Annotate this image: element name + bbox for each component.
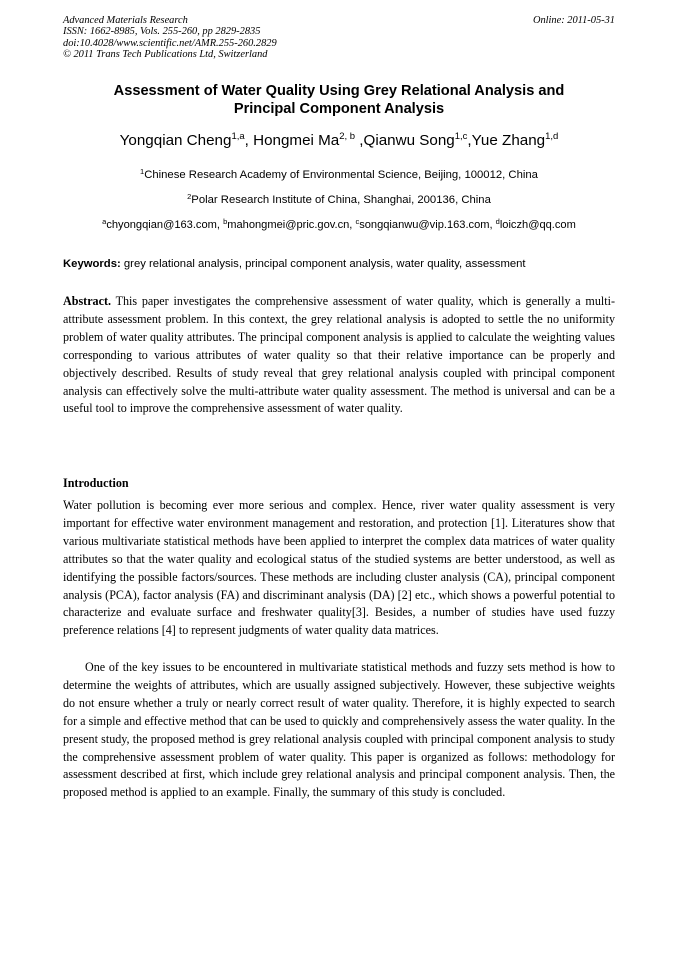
author-name: Yongqian Cheng [119,132,232,149]
online-date: Online: 2011-05-31 [532,15,615,26]
issn-line: ISSN: 1662-8985, Vols. 255-260, pp 2829-2835 [63,26,261,38]
affiliation-text: Chinese Research Academy of Environmental Science, Beijing, 100012, China [144,169,538,181]
author-emails [63,218,615,232]
title-line-1: Assessment of Water Quality Using Grey Relational Analysis and [113,83,565,99]
email-superscript: b [223,217,228,226]
author-name: Qianwu Song [363,132,455,149]
email-superscript: a [102,217,107,226]
affiliation-superscript: 2 [187,192,192,201]
author-name: Hongmei Ma [253,132,340,149]
introduction-paragraph-2: One of the key issues to be encountered in multivariate statistical methods and fuzzy sets method is how to determine the weights of attributes, which are usually assigned subjectively. However, these subjective weights do not ensure whether a truly or nearly correct result of water quality. Therefore, it is highly expected to search for a simple and effective method that can be used to quickly and comprehensively assess the water quality. In the present study, the proposed method is grey relational analysis coupled with principal component analysis to study the comprehensive assessment problem of water quality. This paper is organized as follows: methodology for assessment described at first, which include grey relational analysis and principal component analysis. Then, the proposed method is applied to an example. Finally, the summary of this study is concluded. [63,660,615,800]
author-separator: , [244,132,254,149]
author-separator: , [355,132,364,149]
abstract-text: This paper investigates the comprehensive assessment of water quality, which is generally a multi-attribute assessment problem. In this context, the grey relational analysis is adopted to settle the no uniformity problem of water quality attributes. The principal component analysis is applied to calculate the weighting values corresponding to various attributes of water quality so that their relative importance can be properly and objectively described. Results of study reveal that grey relational analysis coupled with principal component analysis can effectively solve the multi-attribute water quality assessment. The method is universal and can be a useful tool to improve the comprehensive assessment of water quality. [63,294,615,416]
title-line-2: Principal Component Analysis [233,101,445,117]
email-address: chyongqian@163.com, [106,219,224,231]
author-superscript: 2, b [339,131,356,142]
abstract-label: Abstract. [63,294,112,308]
journal-header [63,15,615,60]
copyright-line: © 2011 Trans Tech Publications Ltd, Switzerland [63,48,268,60]
affiliation-2 [63,193,615,207]
journal-name: Advanced Materials Research [63,15,188,26]
author-superscript: 1,c [454,131,468,142]
author-separator: , [467,132,472,149]
affiliation-1 [63,168,615,182]
author-superscript: 1,d [545,131,559,142]
email-address: loiczh@qq.com [499,219,576,231]
email-address: songqianwu@vip.163.com, [359,219,496,231]
author-list [63,131,615,151]
abstract [63,293,615,418]
keywords [63,257,615,271]
email-superscript: d [495,217,500,226]
introduction-paragraph-1: Water pollution is becoming ever more serious and complex. Hence, river water quality assessment is very important for effective water environment management and restoration, and protection [1]. Literatures show that various multivariate statistical methods have been applied to interpret the complex data matrices of water quality attributes so that the water quality and ecological status of the studied systems are better understood, as well as identifying the possible factors/sources. These methods are including cluster analysis (CA), principal component analysis (PCA), factor analysis (FA) and discriminant analysis (DA) [2] etc., which shows a powerful potential to characterize and evaluate surface and freshwater quality[3]. Besides, a number of studies have used fuzzy preference relations [4] to represent judgments of water quality data matrices. [63,498,615,638]
email-address: mahongmei@pric.gov.cn, [227,219,356,231]
keywords-text: grey relational analysis, principal component analysis, water quality, assessment [120,258,526,270]
author-superscript: 1,a [231,131,245,142]
doi-line: doi:10.4028/www.scientific.net/AMR.255-260.2829 [63,37,277,49]
paper-title [63,82,615,118]
affiliation-text: Polar Research Institute of China, Shanghai, 200136, China [191,194,491,206]
keywords-label: Keywords: [63,258,121,270]
section-heading-introduction: Introduction [63,476,129,490]
email-superscript: c [355,217,360,226]
affiliation-superscript: 1 [140,167,145,176]
author-name: Yue Zhang [471,132,546,149]
